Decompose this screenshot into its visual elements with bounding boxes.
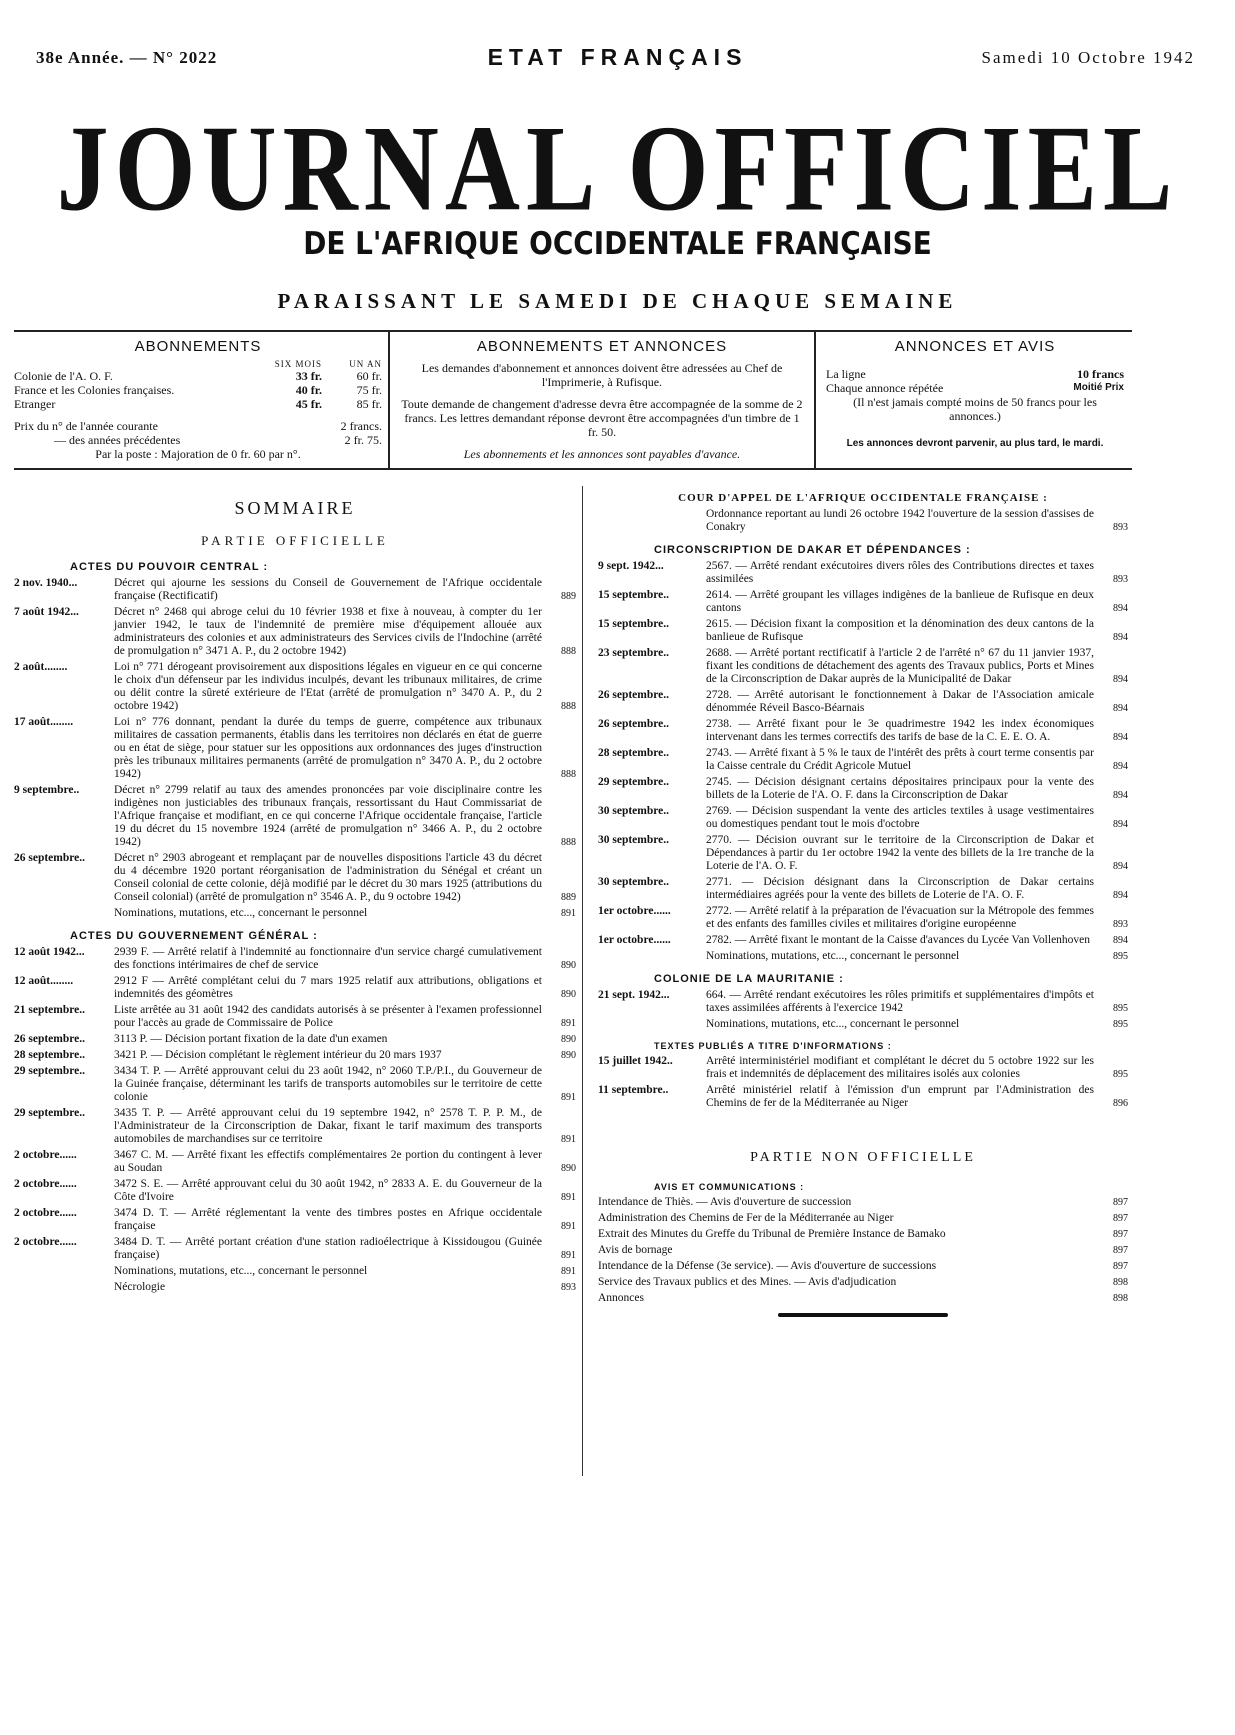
sommaire-entry xyxy=(598,950,1128,963)
entry-page: 889 xyxy=(561,591,576,602)
sommaire-entry xyxy=(598,1055,1128,1081)
entry-date: 2 octobre...... xyxy=(14,1149,77,1161)
entry-text: 2771. — Décision désignant dans la Circonscription de Dakar certains intermédiaires agréés pour la vente des billets de Loterie de l'A. O. F. xyxy=(706,876,1094,901)
section-avis: AVIS ET COMMUNICATIONS : xyxy=(654,1182,805,1192)
sommaire-entry xyxy=(598,1084,1128,1110)
section-cour-appel: COUR D'APPEL DE L'AFRIQUE OCCIDENTALE FRANÇAISE : xyxy=(678,492,1048,504)
sommaire-entry xyxy=(598,876,1128,902)
entry-date: 15 juillet 1942.. xyxy=(598,1055,673,1067)
entry-page: 893 xyxy=(1113,574,1128,585)
entry-date: 9 septembre.. xyxy=(14,784,80,796)
entry-text: Service des Travaux publics et des Mines. — Avis d'adjudication xyxy=(598,1276,897,1288)
entry-date: 29 septembre.. xyxy=(14,1107,86,1119)
entry-text: 2745. — Décision désignant certains dépositaires principaux pour la vente des billets de la Loterie de l'A. O. F. dans la Circonscription de Dakar xyxy=(706,776,1094,801)
sommaire-entry xyxy=(598,776,1128,802)
entry-date: 11 septembre.. xyxy=(598,1084,669,1096)
entry-page: 895 xyxy=(1113,1003,1128,1014)
entry-page: 891 xyxy=(561,1092,576,1103)
entry-page: 891 xyxy=(561,908,576,919)
entry-page: 894 xyxy=(1113,790,1128,801)
subscription-panel xyxy=(14,330,1132,470)
annonces-note: (Il n'est jamais compté moins de 50 francs pour les annonces.) xyxy=(853,395,1097,423)
issue-number: 38e Année. — N° 2022 xyxy=(36,48,218,67)
abonnements-row: Etranger 45 fr. 85 fr. xyxy=(14,397,382,411)
entry-text: 3113 P. — Décision portant fixation de la date d'un examen xyxy=(114,1033,388,1045)
entry-text: 2743. — Arrêté fixant à 5 % le taux de l'intérêt des prêts à court terme consentis par la Caisse centrale du Crédit Agricole Mutuel xyxy=(706,747,1094,772)
sommaire-entry xyxy=(598,1276,1128,1289)
entry-text: Décret n° 2903 abrogeant et remplaçant par de nouvelles dispositions l'article 43 du décret du 4 décembre 1920 portant réorganisation de l'administration du Sénégal et créant un Conseil colonial de cette colonie, déjà modifié par le décret du 30 mars 1925 (attributions du Conseil colonial) (arrêté de promulgation n° 3546 A. P., du 9 octobre 1942) xyxy=(114,852,542,903)
entry-date: 26 septembre.. xyxy=(598,689,670,701)
state-name: ETAT FRANÇAIS xyxy=(487,44,748,70)
entry-text: 2782. — Arrêté fixant le montant de la Caisse d'avances du Lycée Van Vollenhoven xyxy=(706,934,1091,946)
entry-date: 21 septembre.. xyxy=(14,1004,86,1016)
entry-page: 889 xyxy=(561,892,576,903)
entry-text: 2769. — Décision suspendant la vente des articles textiles à usage vestimentaires ou domestiques pendant tout le mois d'octobre xyxy=(706,805,1094,830)
abonnements-annonces-heading: ABONNEMENTS ET ANNONCES xyxy=(476,338,728,355)
entry-date: 29 septembre.. xyxy=(14,1065,86,1077)
entry-text: 3434 T. P. — Arrêté approuvant celui du 23 août 1942, n° 2060 T.P./P.I., du Gouverneur de la Guinée française, déterminant les tarifs de transports automobiles sur le territoire de cette colonie xyxy=(114,1065,542,1103)
entry-date: 26 septembre.. xyxy=(14,1033,86,1045)
sommaire-entry xyxy=(14,1178,576,1204)
sommaire-entry xyxy=(598,1244,1128,1257)
entry-date xyxy=(14,907,114,920)
sommaire-entry xyxy=(598,989,1128,1015)
abonnements-heading: ABONNEMENTS xyxy=(134,338,262,355)
entry-page: 891 xyxy=(561,1266,576,1277)
list-dakar xyxy=(598,560,1128,963)
partie-officielle-heading: PARTIE OFFICIELLE xyxy=(201,533,389,548)
sommaire-entry xyxy=(14,1236,576,1262)
entry-text: Liste arrêtée au 31 août 1942 des candidats autorisés à se présenter à l'examen professionnel pour l'accès au grade de Commissaire de Police xyxy=(114,1004,542,1029)
prix-courant: Prix du n° de l'année courante 2 francs. xyxy=(14,419,382,433)
sommaire-entry xyxy=(598,718,1128,744)
entry-page: 890 xyxy=(561,1163,576,1174)
entry-page: 891 xyxy=(561,1250,576,1261)
sommaire-entry xyxy=(14,1149,576,1175)
abonnements-row: Colonie de l'A. O. F. 33 fr. 60 fr. xyxy=(14,369,382,383)
entry-text: Ordonnance reportant au lundi 26 octobre 1942 l'ouverture de la session d'assises de Conakry xyxy=(706,508,1094,533)
entry-date: 1er octobre...... xyxy=(598,934,671,946)
entry-page: 898 xyxy=(1113,1293,1128,1304)
sommaire-entry xyxy=(14,907,576,920)
entry-date xyxy=(598,950,706,963)
entry-text: 2912 F — Arrêté complétant celui du 7 mars 1925 relatif aux attributions, obligations et indemnités des géomètres xyxy=(114,975,542,1000)
entry-text: Administration des Chemins de Fer de la Méditerranée au Niger xyxy=(598,1212,894,1224)
entry-text: 3421 P. — Décision complétant le règlement intérieur du 20 mars 1937 xyxy=(114,1049,442,1061)
sommaire-entry xyxy=(598,1196,1128,1209)
entry-page: 888 xyxy=(561,646,576,657)
annonces-avis-heading: ANNONCES ET AVIS xyxy=(894,338,1056,355)
entry-text: 2567. — Arrêté rendant exécutoires divers rôles des Contributions directes et taxes assimilées xyxy=(706,560,1094,585)
entry-date: 2 octobre...... xyxy=(14,1236,77,1248)
aa-p3: Les abonnements et les annonces sont payables d'avance. xyxy=(463,447,741,461)
sommaire-right-column xyxy=(598,486,1128,1325)
entry-date: 30 septembre.. xyxy=(598,876,670,888)
sommaire-left-column xyxy=(14,486,576,1297)
entry-date xyxy=(598,508,706,534)
abonnements-col-headers xyxy=(14,359,382,369)
entry-date xyxy=(14,1281,114,1294)
entry-text: 2772. — Arrêté relatif à la préparation de l'évacuation sur la Métropole des femmes et des enfants des familles civiles et militaires d'origine européenne xyxy=(706,905,1094,930)
sommaire-entry xyxy=(14,1207,576,1233)
entry-page: 893 xyxy=(1113,522,1128,533)
entry-page: 894 xyxy=(1113,761,1128,772)
sommaire-entry xyxy=(14,946,576,972)
list-mauritanie xyxy=(598,989,1128,1031)
sommaire-entry xyxy=(598,905,1128,931)
annonces-avis-box xyxy=(818,332,1132,468)
sommaire-entry xyxy=(14,1033,576,1046)
list-gouvernement xyxy=(14,946,576,1294)
entry-page: 898 xyxy=(1113,1277,1128,1288)
entry-page: 897 xyxy=(1113,1229,1128,1240)
entry-page: 891 xyxy=(561,1018,576,1029)
entry-text: Avis de bornage xyxy=(598,1244,673,1256)
sommaire-entry xyxy=(14,1107,576,1146)
entry-text: Nominations, mutations, etc..., concernant le personnel xyxy=(114,1265,368,1277)
list-textes xyxy=(598,1055,1128,1110)
aa-p2: Toute demande de changement d'adresse devra être accompagnée de la somme de 2 francs. Les lettres demandant réponse devront être accompagnées d'un timbre de 1 fr. 50. xyxy=(401,397,803,439)
entry-page: 891 xyxy=(561,1221,576,1232)
sommaire-entry xyxy=(14,852,576,904)
entry-date xyxy=(14,1265,114,1278)
entry-text: Décret qui ajourne les sessions du Conseil de Gouvernement de l'Afrique occidentale française (Rectificatif) xyxy=(114,577,542,602)
entry-text: Nominations, mutations, etc..., concernant le personnel xyxy=(706,1018,960,1030)
journal-subtitle: DE L'AFRIQUE OCCIDENTALE FRANÇAISE xyxy=(303,226,932,262)
sommaire-entry xyxy=(598,560,1128,586)
entry-page: 897 xyxy=(1113,1261,1128,1272)
entry-date: 2 nov. 1940... xyxy=(14,577,78,589)
entry-text: Extrait des Minutes du Greffe du Tribunal de Première Instance de Bamako xyxy=(598,1228,946,1240)
entry-page: 896 xyxy=(1113,1098,1128,1109)
col-six-mois: SIX MOIS xyxy=(274,359,322,369)
entry-text: 3474 D. T. — Arrêté réglementant la vente des timbres postes en Afrique occidentale française xyxy=(114,1207,542,1232)
entry-page: 894 xyxy=(1113,935,1128,946)
entry-date: 26 septembre.. xyxy=(14,852,86,864)
list-pouvoir xyxy=(14,577,576,920)
entry-text: 3484 D. T. — Arrêté portant création d'une station radioélectrique à Kissidougou (Guinée française) xyxy=(114,1236,542,1261)
entry-page: 888 xyxy=(561,769,576,780)
entry-date: 21 sept. 1942... xyxy=(598,989,670,1001)
annonces-footer: Les annonces devront parvenir, au plus tard, le mardi. xyxy=(846,438,1104,449)
entry-text: 3472 S. E. — Arrêté approuvant celui du 30 août 1942, n° 2833 A. E. du Gouverneur de la Côte d'Ivoire xyxy=(114,1178,542,1203)
entry-page: 893 xyxy=(561,1282,576,1293)
entry-page: 894 xyxy=(1113,632,1128,643)
entry-date: 7 août 1942... xyxy=(14,606,79,618)
aa-p1: Les demandes d'abonnement et annonces doivent être adressées au Chef de l'Imprimerie, à Rufisque. xyxy=(421,361,783,389)
entry-page: 894 xyxy=(1113,819,1128,830)
publication-frequency: PARAISSANT LE SAMEDI DE CHAQUE SEMAINE xyxy=(277,289,958,313)
entry-text: 2728. — Arrêté autorisant le fonctionnement à Dakar de l'Association amicale dénommée Réveil Basco-Béarnais xyxy=(706,689,1094,714)
entry-date: 1er octobre...... xyxy=(598,905,671,917)
abonnements-annonces-box xyxy=(388,332,816,468)
sommaire-entry xyxy=(598,805,1128,831)
abonnements-row: France et les Colonies françaises. 40 fr. 75 fr. xyxy=(14,383,382,397)
entry-date: 29 septembre.. xyxy=(598,776,670,788)
entry-text: 2688. — Arrêté portant rectificatif à l'article 2 de l'arrêté n° 67 du 11 janvier 1937, fixant les conditions de détachement des agents des Travaux publics, Ports et Mines de la Circonscription de Dakar auprès de la Municipalité de Dakar xyxy=(706,647,1094,685)
entry-page: 894 xyxy=(1113,732,1128,743)
column-divider xyxy=(582,486,583,1476)
sommaire-entry xyxy=(598,1260,1128,1273)
sommaire-entry xyxy=(598,1292,1128,1305)
sommaire-entry xyxy=(598,689,1128,715)
entry-date: 30 septembre.. xyxy=(598,805,670,817)
sommaire-title: SOMMAIRE xyxy=(234,498,356,518)
entry-text: Nominations, mutations, etc..., concernant le personnel xyxy=(114,907,368,919)
sommaire-entry xyxy=(14,716,576,781)
entry-text: Décret n° 2468 qui abroge celui du 10 février 1938 et fixe à nouveau, à compter du 1er janvier 1942, le taux de l'indemnité de première mise d'équipement allouée aux administrateurs des colonies et aux administrateurs des Services civils de l'Indochine (arrêté de promulgation n° 3471 A. P., du 2 octobre 1942) xyxy=(114,606,542,657)
entry-page: 890 xyxy=(561,960,576,971)
entry-page: 888 xyxy=(561,837,576,848)
entry-page: 890 xyxy=(561,1050,576,1061)
entry-date: 23 septembre.. xyxy=(598,647,670,659)
sommaire-entry xyxy=(598,589,1128,615)
partie-non-officielle-heading: PARTIE NON OFFICIELLE xyxy=(750,1150,976,1165)
page-header xyxy=(22,44,1213,74)
annonces-tarifs: La ligne 10 francs Chaque annonce répétée Moitié Prix (Il n'est jamais compté moins de 50 francs pour les annonces.) Les annonces devront parvenir, au plus tard, le mardi. xyxy=(826,367,1124,449)
entry-date: 28 septembre.. xyxy=(14,1049,86,1061)
sommaire-entry xyxy=(598,934,1128,947)
sommaire-entry xyxy=(598,618,1128,644)
entry-text: 3435 T. P. — Arrêté approuvant celui du 19 septembre 1942, n° 2578 T. P. P. M., de l'Administrateur de la Circonscription de Dakar, fixant le tarif maximum des transports automobiles de marchandises sur ce territoire xyxy=(114,1107,542,1145)
section-dakar: CIRCONSCRIPTION DE DAKAR ET DÉPENDANCES : xyxy=(654,544,971,556)
sommaire-entry xyxy=(14,1004,576,1030)
sommaire-entry xyxy=(598,1212,1128,1225)
section-textes: TEXTES PUBLIÉS A TITRE D'INFORMATIONS : xyxy=(654,1041,892,1051)
entry-page: 890 xyxy=(561,989,576,1000)
entry-text: Arrêté ministériel relatif à l'émission d'un emprunt par l'Administration des Chemins de fer de la Méditerranée au Niger xyxy=(706,1084,1094,1109)
entry-date: 9 sept. 1942... xyxy=(598,560,664,572)
entry-page: 894 xyxy=(1113,861,1128,872)
entry-date: 30 septembre.. xyxy=(598,834,670,846)
entry-page: 897 xyxy=(1113,1197,1128,1208)
entry-page: 894 xyxy=(1113,703,1128,714)
prix-anciens: — des années précédentes 2 fr. 75. xyxy=(54,433,382,447)
entry-date: 2 octobre...... xyxy=(14,1207,77,1219)
list-cour xyxy=(598,508,1128,534)
journal-title: JOURNAL OFFICIEL xyxy=(56,100,1179,237)
entry-text: 664. — Arrêté rendant exécutoires les rôles primitifs et supplémentaires d'impôts et taxes assimilées afférents à l'exercice 1942 xyxy=(706,989,1094,1014)
entry-text: Décret n° 2799 relatif au taux des amendes prononcées par voie disciplinaire contre les indigènes non justiciables des tribunaux français, ressortissant du Haut Commissariat de l'Afrique française et modifiant, en ce qui concerne l'Afrique occidentale française, l'article 19 du décret du 15 novembre 1924 (arrêté de promulgation n° 3466 A. P., du 2 octobre 1942) xyxy=(114,784,542,848)
entry-page: 890 xyxy=(561,1034,576,1045)
entry-text: Arrêté interministériel modifiant et complétant le décret du 5 octobre 1922 sur les frais et indemnités de déplacement des militaires isolés aux colonies xyxy=(706,1055,1094,1080)
sommaire-entry xyxy=(14,606,576,658)
entry-page: 888 xyxy=(561,701,576,712)
entry-text: 2615. — Décision fixant la composition et la dénomination des deux cantons de la banlieue de Rufisque xyxy=(706,618,1094,643)
entry-text: Loi n° 771 dérogeant provisoirement aux dispositions légales en vigueur en ce qui concerne le choix d'un défenseur par les individus inculpés, devant les tribunaux militaires, de crime ou délit contre la sûreté extérieure de l'Etat (arrêté de promulgation n° 3470 A. P., du 2 octobre 1942) xyxy=(114,661,542,712)
entry-text: Annonces xyxy=(598,1292,644,1304)
entry-page: 897 xyxy=(1113,1245,1128,1256)
sommaire-entry xyxy=(598,834,1128,873)
sommaire-entry xyxy=(14,577,576,603)
entry-page: 894 xyxy=(1113,890,1128,901)
entry-text: 3467 C. M. — Arrêté fixant les effectifs complémentaires 2e portion du contingent à lever au Soudan xyxy=(114,1149,542,1174)
entry-text: 2770. — Décision ouvrant sur le territoire de la Circonscription de Dakar et Dépendances à partir du 1er octobre 1942 la vente des billets de la 1re tranche de la Loterie de l'A. O. F. xyxy=(706,834,1094,872)
entry-page: 894 xyxy=(1113,603,1128,614)
entry-text: 2738. — Arrêté fixant pour le 3e quadrimestre 1942 les index économiques intervenant dans les termes correctifs des tarifs de base de la C. E. E. O. A. xyxy=(706,718,1094,743)
poste-note: Par la poste : Majoration de 0 fr. 60 par n°. xyxy=(95,447,301,461)
sommaire-entry xyxy=(14,1065,576,1104)
list-avis xyxy=(598,1196,1128,1305)
sommaire-entry xyxy=(14,1281,576,1294)
abonnements-rows xyxy=(14,369,382,461)
entry-date: 17 août........ xyxy=(14,716,74,728)
entry-page: 891 xyxy=(561,1134,576,1145)
sommaire-entry xyxy=(14,784,576,849)
entry-text: Loi n° 776 donnant, pendant la durée du temps de guerre, compétence aux tribunaux militaires de cassation permanents, établis dans les territoires non déclarés en état de guerre ou en état de siège, pour statuer sur les oppositions aux ordonnances des juges d'instruction près les tribunaux militaires permanents (arrêté de promulgation n° 3470 A. P., du 2 octobre 1942) xyxy=(114,716,542,780)
section-mauritanie: COLONIE DE LA MAURITANIE : xyxy=(654,973,844,985)
abonnements-box xyxy=(14,332,382,468)
entry-date: 28 septembre.. xyxy=(598,747,670,759)
entry-date xyxy=(598,1018,706,1031)
sommaire-entry xyxy=(14,661,576,713)
sommaire-entry xyxy=(598,647,1128,686)
entry-text: 2614. — Arrêté groupant les villages indigènes de la banlieue de Rufisque en deux cantons xyxy=(706,589,1094,614)
section-pouvoir-central: ACTES DU POUVOIR CENTRAL : xyxy=(70,561,269,573)
sommaire-entry xyxy=(14,1265,576,1278)
entry-page: 895 xyxy=(1113,1069,1128,1080)
entry-date: 2 août........ xyxy=(14,661,68,673)
entry-text: Intendance de la Défense (3e service). — Avis d'ouverture de successions xyxy=(598,1260,937,1272)
entry-page: 894 xyxy=(1113,674,1128,685)
entry-page: 895 xyxy=(1113,1019,1128,1030)
entry-date: 2 octobre...... xyxy=(14,1178,77,1190)
entry-text: Nécrologie xyxy=(114,1281,166,1293)
entry-date: 26 septembre.. xyxy=(598,718,670,730)
closing-ornament xyxy=(778,1313,948,1317)
entry-text: 2939 F. — Arrêté relatif à l'indemnité au fonctionnaire d'un service chargé cumulativement des fonctions intérimaires de chef de service xyxy=(114,946,542,971)
section-gouvernement-general: ACTES DU GOUVERNEMENT GÉNÉRAL : xyxy=(70,930,318,942)
sommaire-entry xyxy=(598,747,1128,773)
sommaire-entry xyxy=(598,508,1128,534)
sommaire-entry xyxy=(14,975,576,1001)
entry-page: 891 xyxy=(561,1192,576,1203)
sommaire-entry xyxy=(598,1228,1128,1241)
issue-date: Samedi 10 Octobre 1942 xyxy=(981,48,1195,67)
sommaire-entry xyxy=(598,1018,1128,1031)
entry-date: 15 septembre.. xyxy=(598,618,670,630)
entry-page: 897 xyxy=(1113,1213,1128,1224)
entry-date: 15 septembre.. xyxy=(598,589,670,601)
entry-date: 12 août........ xyxy=(14,975,74,987)
entry-text: Nominations, mutations, etc..., concernant le personnel xyxy=(706,950,960,962)
col-un-an: UN AN xyxy=(349,359,382,369)
entry-page: 893 xyxy=(1113,919,1128,930)
entry-date: 12 août 1942... xyxy=(14,946,85,958)
entry-text: Intendance de Thiès. — Avis d'ouverture de succession xyxy=(598,1196,852,1208)
entry-page: 895 xyxy=(1113,951,1128,962)
sommaire-entry xyxy=(14,1049,576,1062)
